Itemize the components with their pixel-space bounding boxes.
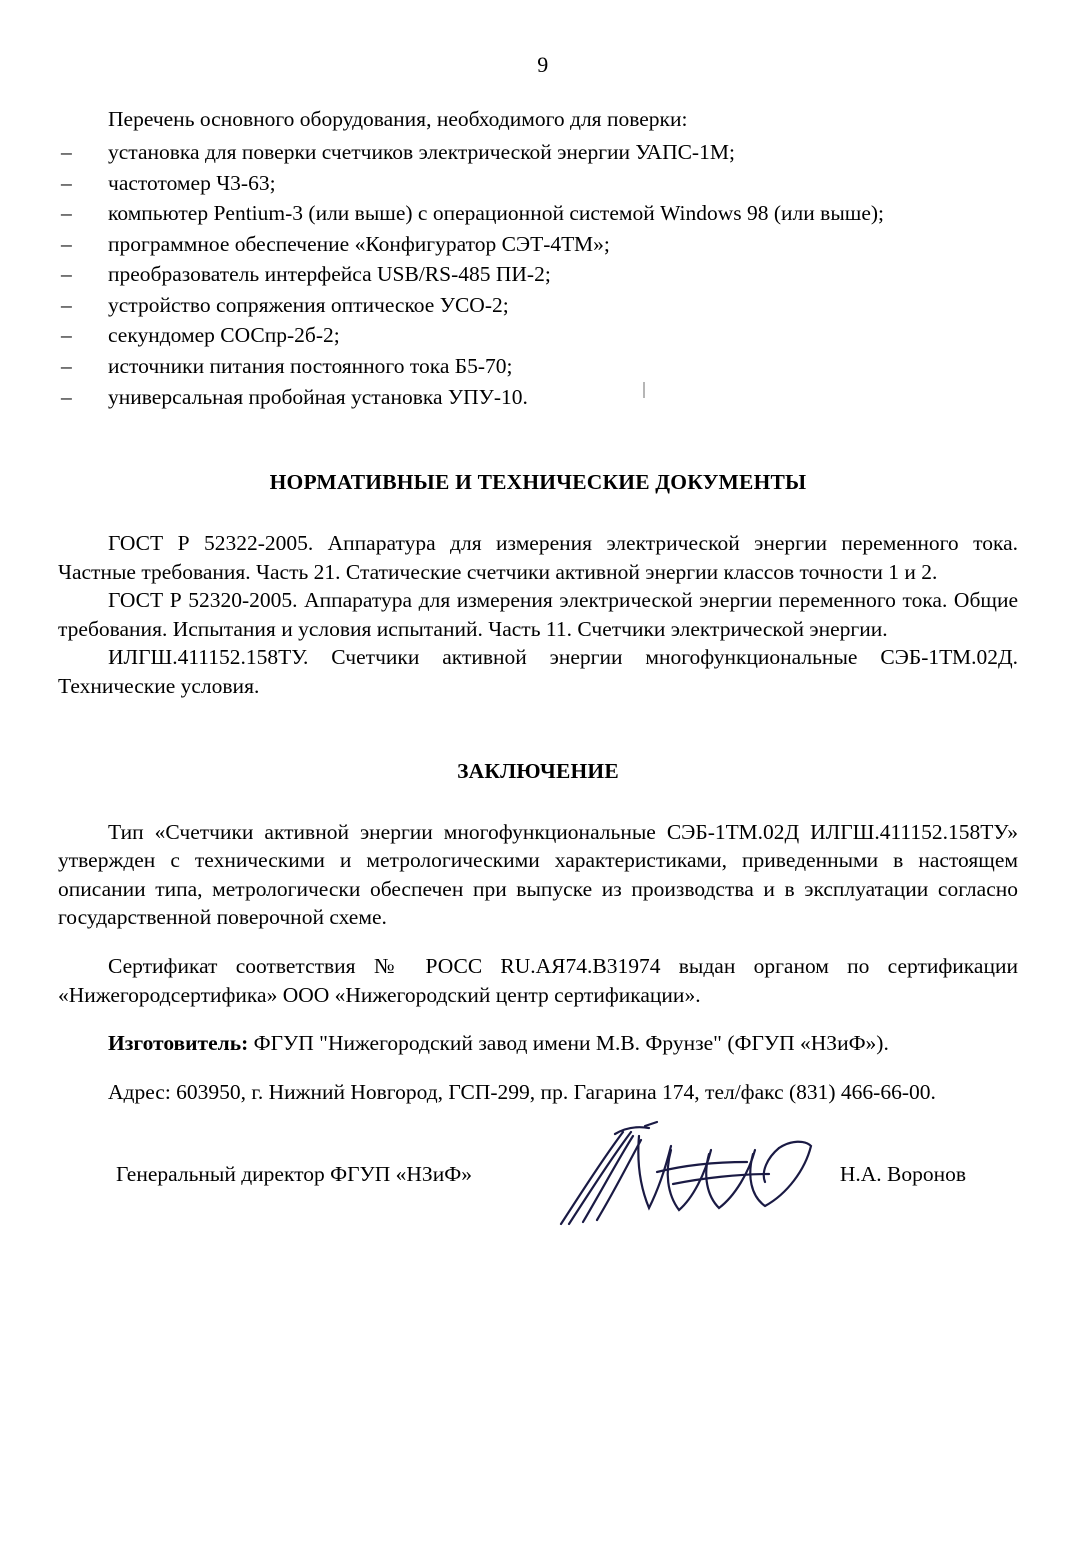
normative-paragraph-2: ГОСТ Р 52320-2005. Аппаратура для измерения электрической энергии переменного тока. Общие требования. Испытания и условия испытаний. Часть 11. Счетчики электрической энергии. <box>58 588 1018 641</box>
stray-ink-mark <box>643 382 645 398</box>
spacer <box>58 1058 1018 1078</box>
list-item-text: устройство сопряжения оптическое УСО-2; <box>108 292 509 317</box>
list-bullet: – <box>61 262 72 287</box>
spacer <box>58 932 1018 952</box>
list-item-text: программное обеспечение «Конфигуратор СЭТ-4ТМ»; <box>108 231 610 256</box>
manufacturer-line <box>58 1029 1018 1058</box>
list-item <box>58 382 1018 413</box>
list-bullet: – <box>61 231 72 256</box>
list-item-text: частотомер Ч3-63; <box>108 170 276 195</box>
conclusion-paragraph-2: Сертификат соответствия № РОСС RU.АЯ74.В31974 выдан органом по сертификации «Нижегородсертифика» ООО «Нижегородский центр сертификации». <box>58 953 1018 1007</box>
spacer <box>58 495 1018 529</box>
normative-paragraph-1: ГОСТ Р 52322-2005. Аппаратура для измерения электрической энергии переменного тока. Частные требования. Часть 21. Статические счетчики активной энергии классов точности 1 и 2. <box>58 531 1018 584</box>
list-item-text: секундомер СОСпр-2б-2; <box>108 323 340 348</box>
list-item <box>58 351 1018 382</box>
conclusion-heading: ЗАКЛЮЧЕНИЕ <box>457 758 619 783</box>
list-bullet: – <box>61 170 72 195</box>
list-item <box>58 290 1018 321</box>
list-item-text: источники питания постоянного тока Б5-70; <box>108 353 513 378</box>
list-bullet: – <box>61 140 72 165</box>
spacer <box>58 1009 1018 1029</box>
list-bullet: – <box>61 384 72 409</box>
list-item-text: компьютер Pentium-3 (или выше) с операционной системой Windows 98 (или выше); <box>108 201 884 226</box>
spacer <box>58 701 1018 759</box>
manufacturer-label: Изготовитель: <box>108 1031 249 1056</box>
signature-title: Генеральный директор ФГУП «НЗиФ» <box>116 1162 472 1186</box>
list-bullet: – <box>61 323 72 348</box>
list-bullet: – <box>61 292 72 317</box>
list-item <box>58 168 1018 199</box>
conclusion-paragraph-1: Тип «Счетчики активной энергии многофункциональные СЭБ-1ТМ.02Д ИЛГШ.411152.158ТУ» утвержден с техническими и метрологическими характеристиками, приведенными в настоящем описании типа, метрологически обеспечен при выпуске из производства и в эксплуатации согласно государственной поверочной схеме. <box>58 819 1018 930</box>
document-body <box>58 105 1018 1108</box>
list-item-text: универсальная пробойная установка УПУ-10. <box>108 384 528 409</box>
signatory-name: Н.А. Воронов <box>839 1162 966 1186</box>
page-number: 9 <box>537 52 549 77</box>
list-item <box>58 259 1018 290</box>
address-line: Адрес: 603950, г. Нижний Новгород, ГСП-299, пр. Гагарина 174, тел/факс (831) 466-66-00. <box>108 1080 936 1105</box>
spacer <box>58 412 1018 470</box>
list-item <box>58 198 1018 229</box>
list-item <box>58 320 1018 351</box>
list-item <box>58 137 1018 168</box>
spacer <box>58 784 1018 818</box>
signature-block <box>58 1148 1018 1258</box>
equipment-list <box>58 137 1018 412</box>
normative-paragraph-3: ИЛГШ.411152.158ТУ. Счетчики активной энергии многофункциональные СЭБ-1ТМ.02Д. Технические условия. <box>58 645 1018 698</box>
list-item-text: установка для поверки счетчиков электрической энергии УАПС-1М; <box>108 140 735 165</box>
list-item <box>58 229 1018 260</box>
list-item-text: преобразователь интерфейса USB/RS-485 ПИ-2; <box>108 262 551 287</box>
list-bullet: – <box>61 201 72 226</box>
equipment-intro: Перечень основного оборудования, необходимого для поверки: <box>108 107 688 131</box>
handwritten-signature-icon <box>553 1120 833 1230</box>
normative-heading: НОРМАТИВНЫЕ И ТЕХНИЧЕСКИЕ ДОКУМЕНТЫ <box>269 470 807 495</box>
list-bullet: – <box>61 353 72 378</box>
manufacturer-value: ФГУП "Нижегородский завод имени М.В. Фрунзе" (ФГУП «НЗиФ»). <box>248 1031 889 1056</box>
